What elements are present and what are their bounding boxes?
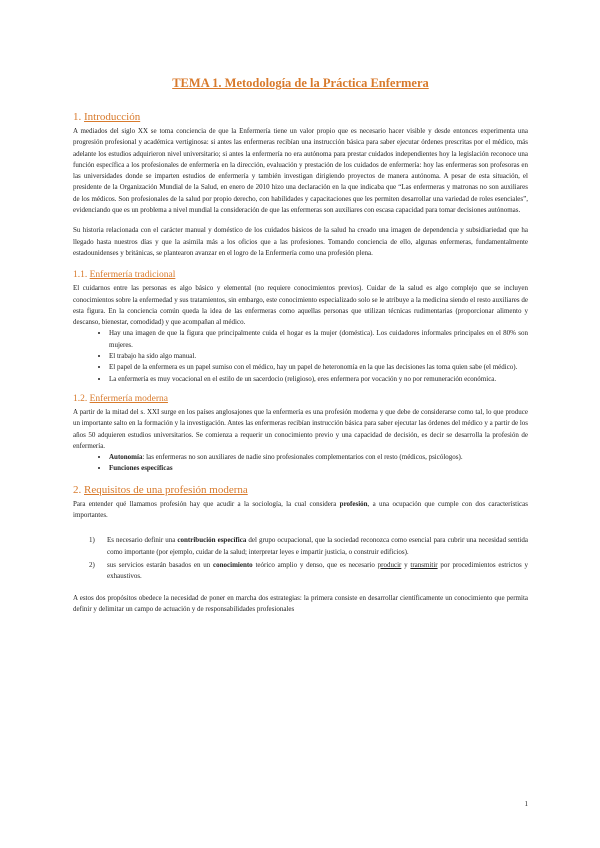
section-heading-introduccion	[73, 111, 528, 123]
paragraph: A estos dos propósitos obedece la necesidad de poner en marcha dos estrategias: la primera consiste en desarrollar científicamente un conocimiento que permita definir y delimitar un campo de actuación y de responsabilidades profesionales	[73, 593, 528, 613]
bullet-list	[73, 328, 528, 384]
bullet-list	[73, 452, 528, 475]
item-number: 1)	[89, 536, 95, 545]
underlined-term: producir	[377, 560, 402, 569]
subsection-heading-moderna	[73, 394, 528, 404]
text-run: , a una ocupación que cumple con dos características importantes.	[73, 499, 528, 520]
list-item	[109, 463, 528, 474]
paragraph: A mediados del siglo XX se toma conciencia de que la Enfermería tiene un valor propio que es necesario hacer visible y desde entonces experimenta una progresión profesional y académica vertiginosa: si antes las enfermeras recibían una instrucción básica para saber ejecutar órdenes prescritas por el médico, más adelante los estudios adquirieron nivel universitario; si antes la enfermería no era autónoma para prestar cuidados independientes hoy la legislación reconoce una función específica a los profesionales de enfermería en la dirección, evaluación y prestación de los cuidados de enfermería: hoy las enfermeras son profesoras en las universidades donde se imparten estudios de enfermería y también investigan dirigiendo proyectos de manera autónoma. A pesar de esta situación, el presidente de la Organización Mundial de la Salud, en enero de 2010 hizo una declaración en la que indicaba que “Las enfermeras y matronas no son auxiliares de los médicos. Son profesionales de la salud por propio derecho, con habilidades y capacitaciones que les permiten desarrollar una variedad de roles esenciales”, evidenciando que es un problema a nivel mundial la consideración de que las enfermeras son auxiliares con escasa capacidad para tomar decisiones autónomas.	[73, 127, 528, 215]
section-title: Introducción	[84, 111, 141, 123]
section-heading-requisitos	[73, 484, 528, 496]
text-run: y	[401, 560, 411, 569]
paragraph: El cuidarnos entre las personas es algo básico y elemental (no requiere conocimientos previos). Cuidar de la salud es algo complejo que se incluyen conocimientos sobre la enfermedad y sus tratamientos, sin embargo, este conocimiento especializado solo se le atribuye a la medicina siendo el resto auxiliares de esta figura. En la conciencia común queda la idea de las enfermeras como aquellas personas que utilizan técnicas rudimentarias (proporcionar alimento y descanso, bienestar, comodidad) y que acompañan al médico.	[73, 284, 528, 327]
section-number: 2.	[73, 483, 82, 496]
text-run: teórico amplio y denso, que es necesario	[252, 560, 378, 569]
bold-term: contribución específica	[177, 536, 247, 545]
section-title: Requisitos de una profesión moderna	[84, 483, 248, 496]
numbered-list	[73, 535, 528, 582]
list-item	[89, 535, 528, 558]
bold-term: profesión	[339, 499, 368, 508]
text-run: Para entender qué llamamos profesión hay que acudir a la sociología, la cual considera	[73, 499, 340, 508]
text-run: Es necesario definir una	[107, 536, 178, 545]
subsection-heading-tradicional	[73, 270, 528, 280]
section-number: 1.1.	[73, 270, 88, 281]
underlined-term: transmitir	[410, 560, 438, 569]
item-number: 2)	[89, 560, 95, 569]
paragraph: Su historia relacionada con el carácter manual y doméstico de los cuidados básicos de la salud ha creado una imagen de dependencia y subsidiariedad que ha llegado hasta nuestros días y que la asimila más a los oficios que a las profesiones. Tomando conciencia de ello, algunas enfermeras, fundamentalmente estadounidenses y británicas, se plantearon avanzar en el logro de la Enfermería como una profesión plena.	[73, 226, 528, 257]
section-title: Enfermería tradicional	[89, 270, 176, 281]
list-item: • Hay una imagen de que la figura que principalmente cuida el hogar es la mujer (doméstica). Los cuidadores informales principales en el 80% son mujeres.	[109, 328, 528, 351]
bold-term: Autonomía	[109, 453, 143, 462]
text-run: por procedimientos estrictos y exhaustivos.	[107, 560, 528, 581]
document-title: TEMA 1. Metodología de la Práctica Enfermera	[172, 76, 429, 90]
bold-term: conocimiento	[213, 560, 253, 569]
list-item-text: : las enfermeras no son auxiliares de nadie sino profesionales complementarios con el resto (médicos, psicólogos).	[142, 453, 463, 462]
list-item	[89, 560, 528, 583]
list-item: • El papel de la enfermera es un papel sumiso con el médico, hay un papel de heteronomía en la que las decisiones las toma quien sabe (el médico).	[109, 362, 528, 373]
section-title: Enfermería moderna	[89, 393, 168, 404]
text-run: sus servicios estarán basados en un	[107, 560, 214, 569]
paragraph	[73, 499, 528, 522]
list-item	[109, 452, 528, 463]
list-item: • La enfermería es muy vocacional en el estilo de un sacerdocio (religioso), eres enfermera por vocación y no por remuneración económica.	[109, 374, 528, 385]
section-number: 1.	[73, 111, 82, 123]
page-number: 1	[524, 800, 528, 808]
section-number: 1.2.	[73, 393, 88, 404]
paragraph: A partir de la mitad del s. XXI surge en los países anglosajones que la enfermería es una profesión moderna y que debe de considerarse como tal, lo que produce un importante salto en la formación y la investigación. Antes las enfermeras recibían instrucción básica para saber ejecutar las órdenes del médico y a partir de los años 50 adquieren estudios universitarios. Se comienza a requerir un conocimiento previo y una capacidad de decisión, es decir se desarrolla la profesión de enfermería.	[73, 407, 528, 450]
text-run: del grupo ocupacional, que la sociedad reconozca como esencial para cubrir una necesidad sentida como importante (por ejemplo, cuidar de la salud; interpretar leyes e impartir justicia, o construir edificios).	[107, 536, 528, 556]
document-page	[73, 72, 528, 624]
bold-term: Funciones específicas	[109, 464, 173, 473]
list-item: • El trabajo ha sido algo manual.	[109, 351, 528, 362]
